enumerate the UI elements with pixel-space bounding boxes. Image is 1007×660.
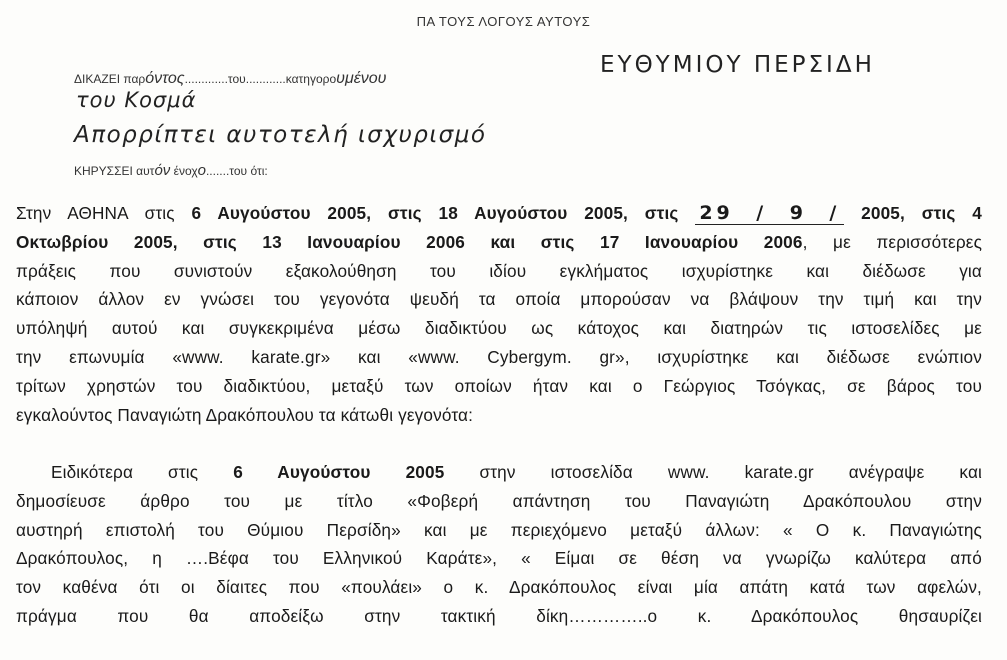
text-line: τρίτων χρηστών του διαδικτύου, μεταξύ των οποίων ήταν και ο Γεώργιος Τσόγκας, σε βάρος του xyxy=(16,375,982,396)
text-line: κάποιον άλλον εν γνώσει του γεγονότα ψευδή τα οποία μπορούσαν να βλάψουν την τιμή και την xyxy=(16,289,982,310)
text-line: Στην ΑΘΗΝΑ στις 6 Αυγούστου 2005, στις 18 Αυγούστου 2005, στις 29 / 9 / 2005, στις 4 xyxy=(16,202,982,224)
form-label-guilty: ένοχ xyxy=(173,164,198,178)
text-line: αυστηρή επιστολή του Θύμιου Περσίδη» και με περιεχόμενο μεταξύ άλλων: « Ο κ. Παναγιώτης xyxy=(16,519,982,540)
form-label-that: .......του ότι: xyxy=(205,164,268,178)
text-line: δημοσίευσε άρθρο του με τίτλο «Φοβερή απάντηση του Παναγιώτη Δρακόπουλου στην xyxy=(16,490,982,511)
form-line-tries: ΔΙΚΑΖΕΙ παρόντος.............του............κατηγορουμένου xyxy=(74,70,387,87)
handwritten-defendant-name: ΕΥΘΥΜΙΟΥ ΠΕΡΣΙΔΗ xyxy=(600,52,875,78)
text-line: Ειδικότερα στις 6 Αυγούστου 2005 στην ιστοσελίδα www. karate.gr ανέγραψε και xyxy=(51,462,982,482)
text-line: πράξεις που συνιστούν εξακολούθηση του ιδίου εγκλήματος ισχυρίστηκε και διέδωσε για xyxy=(16,260,982,281)
text-line: υπόληψή αυτού και συγκεκριμένα μέσω διαδικτύου ως κάτοχος και διατηρών τις ιστοσελίδες με xyxy=(16,318,982,339)
paragraph-details xyxy=(16,458,982,631)
handwritten-presence: όντος xyxy=(145,70,185,87)
form-label-accused: κατηγορο xyxy=(285,72,337,86)
form-line-declares xyxy=(74,162,268,179)
handwritten-him: όν xyxy=(154,162,171,179)
form-label-of: του xyxy=(227,72,246,86)
text-line: Οκτωβρίου 2005, στις 13 Ιανουαρίου 2006 και στις 17 Ιανουαρίου 2006, με περισσότερες xyxy=(16,231,982,252)
text-line: Δρακόπουλος, η ….Βέφα του Ελληνικού Καράτε», « Είμαι σε θέση να γνωρίζω καλύτερα από xyxy=(16,548,982,569)
form-label-declares: ΚΗΡΥΣΣΕΙ αυτ xyxy=(74,164,155,178)
handwritten-guilty-suffix: ο xyxy=(197,162,206,179)
text-line: τον καθένα ότι οι δίαιτες που «πουλάει» ο κ. Δρακόπουλος είναι μία απάτη κατά των αφελών, xyxy=(16,577,982,598)
handwritten-rejection: Απορρίπτει αυτοτελή ισχυρισμό xyxy=(74,122,487,148)
handwritten-accused-suffix: υμένου xyxy=(336,70,387,87)
section-heading: ΠΑ ΤΟΥΣ ΛΟΓΟΥΣ ΑΥΤΟΥΣ xyxy=(416,14,591,29)
text-line: πράγμα που θα αποδείξω στην τακτική δίκη…………..ο κ. Δρακόπουλος θησαυρίζει xyxy=(16,605,982,626)
handwritten-date: 29 / 9 / xyxy=(695,202,844,225)
text-line: εγκαλούντος Παναγιώτη Δρακόπουλου τα κάτωθι γεγονότα: xyxy=(16,404,474,425)
text-line: την επωνυμία «www. karate.gr» και «www. Cybergym. gr», ισχυρίστηκε και διέδωσε ενώπιον xyxy=(16,346,982,367)
handwritten-father-name: του Κοσμά xyxy=(76,88,197,112)
paragraph-charges xyxy=(16,199,982,429)
form-label-tries: ΔΙΚΑΖΕΙ παρ xyxy=(74,72,146,86)
